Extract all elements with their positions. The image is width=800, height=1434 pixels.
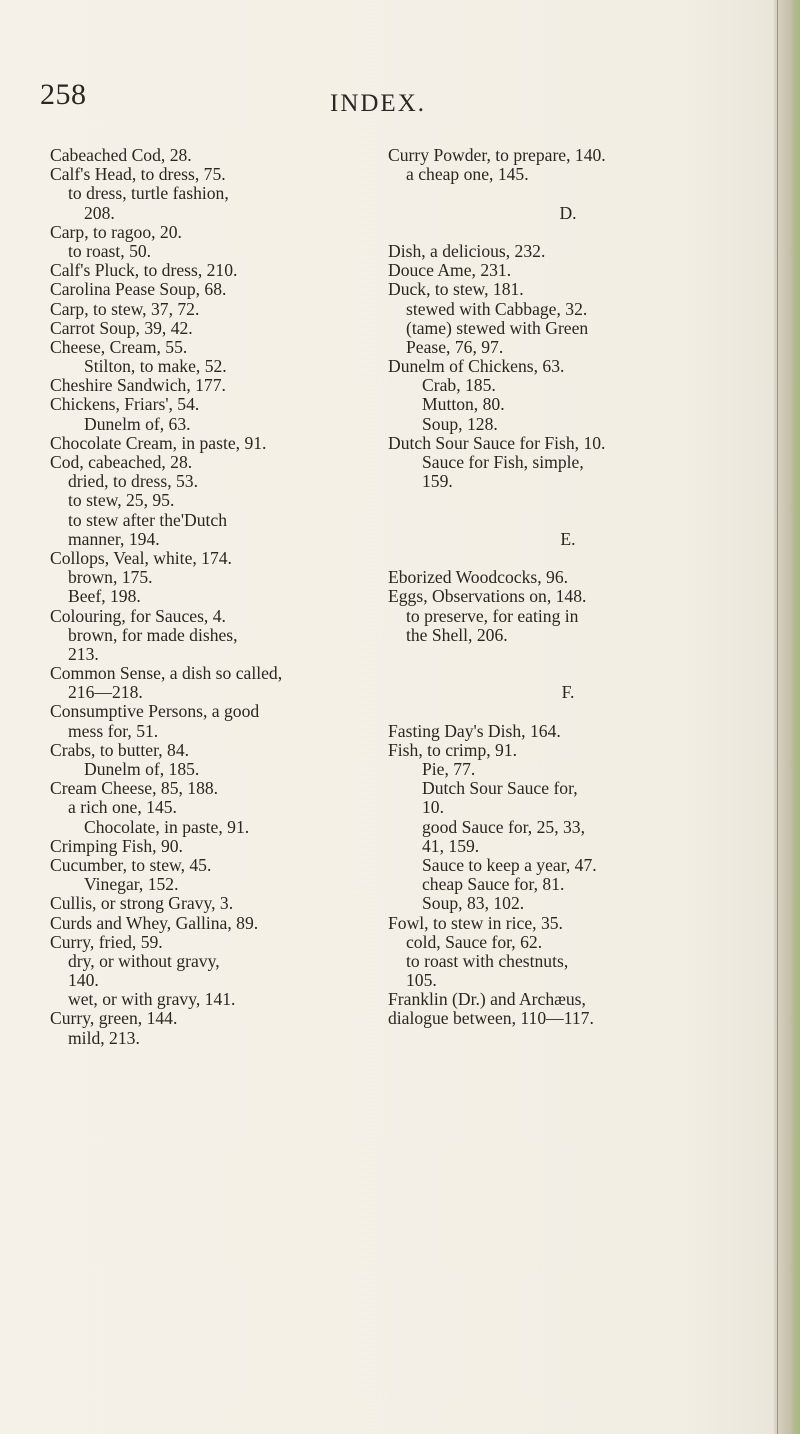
index-subentry: Sauce for Fish, simple,: [422, 452, 584, 472]
index-subentry: to dress, turtle fashion,: [68, 183, 229, 204]
index-entry: Cod, cabeached, 28.: [50, 452, 193, 472]
index-entry: Dutch Sour Sauce for Fish, 10.: [388, 432, 606, 453]
index-column-left: [50, 146, 350, 1048]
index-subentry: Beef, 198.: [68, 586, 141, 607]
index-subentry: to stew after the'Dutch: [68, 509, 228, 530]
index-column-right: [388, 146, 748, 1029]
index-entry: Douce Ame, 231.: [388, 260, 512, 281]
index-subentry: mild, 213.: [68, 1027, 140, 1048]
index-entry: Eborized Woodcocks, 96.: [388, 567, 569, 588]
index-subentry: Dunelm of, 63.: [84, 413, 191, 434]
index-subentry: a rich one, 145.: [68, 797, 177, 818]
spacer: [388, 549, 748, 568]
index-subentry: 105.: [406, 970, 437, 991]
index-entry: Dish, a delicious, 232.: [388, 240, 546, 261]
index-entry: Colouring, for Sauces, 4.: [50, 605, 226, 626]
spacer: [388, 702, 748, 721]
index-entry: Fish, to crimp, 91.: [388, 739, 518, 760]
index-subentry: 216—218.: [68, 682, 143, 703]
index-subentry: brown, 175.: [68, 567, 153, 588]
index-entry: Collops, Veal, white, 174.: [50, 547, 232, 568]
index-entry: Dunelm of Chickens, 63.: [388, 356, 565, 377]
index-entry: Eggs, Observations on, 148.: [388, 586, 587, 607]
index-subentry: 10.: [422, 797, 444, 818]
index-subentry: dried, to dress, 53.: [68, 471, 198, 492]
index-entry: Cheshire Sandwich, 177.: [50, 375, 226, 396]
index-subentry: Vinegar, 152.: [84, 874, 179, 895]
index-subentry: Stilton, to make, 52.: [84, 356, 227, 377]
index-entry: Curds and Whey, Gallina, 89.: [50, 912, 259, 933]
index-entry: Curry, green, 144.: [50, 1008, 178, 1029]
spacer: [388, 664, 748, 683]
index-entry: Cucumber, to stew, 45.: [50, 854, 212, 875]
index-entry: Carolina Pease Soup, 68.: [50, 279, 227, 300]
index-subentry: wet, or with gravy, 141.: [68, 989, 236, 1010]
index-subentry: 140.: [68, 970, 99, 991]
page-fold-line: [777, 0, 778, 1434]
index-subentry: to preserve, for eating in: [406, 605, 579, 626]
index-subentry: Crab, 185.: [422, 375, 496, 396]
index-entry: Chocolate Cream, in paste, 91.: [50, 432, 267, 453]
index-entry: dialogue between, 110—117.: [388, 1008, 594, 1029]
index-subentry: Pease, 76, 97.: [406, 336, 504, 357]
spacer: [388, 223, 748, 242]
index-entry: Cullis, or strong Gravy, 3.: [50, 893, 234, 914]
index-subentry: to roast with chestnuts,: [406, 950, 569, 971]
index-entry: Curry Powder, to prepare, 140.: [388, 145, 606, 165]
index-subentry: 41, 159.: [422, 835, 480, 856]
index-subentry: good Sauce for, 25, 33,: [422, 816, 585, 837]
index-subentry: stewed with Cabbage, 32.: [406, 298, 588, 319]
index-subentry: cheap Sauce for, 81.: [422, 874, 565, 895]
spacer: [388, 645, 748, 664]
index-subentry: Pie, 77.: [422, 759, 476, 779]
index-entry: Calf's Pluck, to dress, 210.: [50, 260, 238, 281]
spacer: [388, 491, 748, 510]
index-entry: Franklin (Dr.) and Archæus,: [388, 989, 586, 1010]
index-entry: Fasting Day's Dish, 164.: [388, 720, 561, 741]
index-subentry: Chocolate, in paste, 91.: [84, 816, 250, 837]
index-subentry: a cheap one, 145.: [406, 164, 529, 185]
index-subentry: to roast, 50.: [68, 240, 152, 261]
index-entry: Cream Cheese, 85, 188.: [50, 778, 219, 799]
index-subentry: to stew, 25, 95.: [68, 490, 175, 511]
index-entry: Cheese, Cream, 55.: [50, 336, 188, 357]
index-subentry: Dutch Sour Sauce for,: [422, 778, 578, 799]
spacer: [388, 511, 748, 530]
index-subentry: Mutton, 80.: [422, 394, 505, 415]
index-subentry: cold, Sauce for, 62.: [406, 931, 543, 952]
section-letter: E.: [560, 528, 576, 549]
index-entry: Calf's Head, to dress, 75.: [50, 164, 226, 185]
index-entry: Chickens, Friars', 54.: [50, 394, 200, 415]
index-entry: Cabeached Cod, 28.: [50, 145, 192, 165]
index-entry: Duck, to stew, 181.: [388, 279, 524, 300]
index-subentry: Soup, 128.: [422, 413, 498, 434]
index-subentry: the Shell, 206.: [406, 624, 508, 645]
spacer: [388, 184, 748, 203]
index-entry: Crabs, to butter, 84.: [50, 739, 190, 760]
index-subentry: 208.: [84, 202, 115, 223]
index-entry: Crimping Fish, 90.: [50, 835, 183, 856]
section-letter: F.: [561, 682, 575, 703]
page-number: 258: [40, 78, 87, 111]
index-subentry: brown, for made dishes,: [68, 624, 238, 645]
index-subentry: 159.: [422, 471, 453, 492]
index-subentry: manner, 194.: [68, 528, 160, 549]
index-subentry: Dunelm of, 185.: [84, 759, 200, 779]
index-entry: Carrot Soup, 39, 42.: [50, 317, 193, 338]
index-entry: Curry, fried, 59.: [50, 931, 163, 952]
index-subentry: 213.: [68, 643, 99, 664]
index-subentry: Soup, 83, 102.: [422, 893, 525, 914]
index-entry: Carp, to ragoo, 20.: [50, 221, 182, 242]
index-entry: Consumptive Persons, a good: [50, 701, 260, 722]
index-entry: Carp, to stew, 37, 72.: [50, 298, 200, 319]
index-subentry: Sauce to keep a year, 47.: [422, 854, 597, 875]
index-entry: Common Sense, a dish so called,: [50, 663, 283, 684]
index-subentry: (tame) stewed with Green: [406, 317, 589, 338]
section-letter: D.: [559, 202, 577, 223]
index-subentry: dry, or without gravy,: [68, 950, 220, 971]
running-header: INDEX.: [330, 90, 427, 117]
index-entry: Fowl, to stew in rice, 35.: [388, 912, 563, 933]
index-subentry: mess for, 51.: [68, 720, 159, 741]
